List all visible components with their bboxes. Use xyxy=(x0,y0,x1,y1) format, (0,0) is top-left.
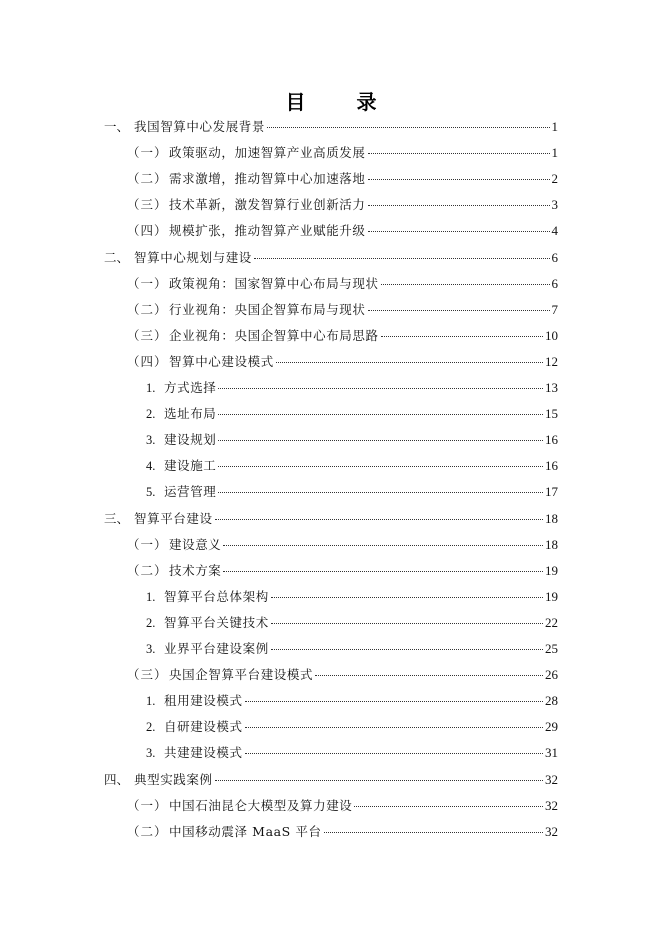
toc-dot-leader xyxy=(381,284,550,285)
toc-entry-page-number: 17 xyxy=(545,484,558,500)
toc-entry-title: 智算平台总体架构 xyxy=(164,588,269,604)
toc-entry-title: 建设施工 xyxy=(164,458,217,474)
toc-entry-number: （四） xyxy=(127,223,168,239)
toc-entry-page-number: 4 xyxy=(551,223,558,239)
toc-dot-leader xyxy=(271,597,543,598)
toc-entry-number: 2. xyxy=(146,720,156,735)
toc-entry[interactable] xyxy=(104,248,558,268)
toc-entry-number: 三、 xyxy=(104,510,130,526)
toc-entry[interactable] xyxy=(146,639,558,659)
toc-dot-leader xyxy=(218,414,543,415)
toc-entry[interactable] xyxy=(146,456,558,476)
toc-entry-page-number: 1 xyxy=(551,145,558,161)
toc-dot-leader xyxy=(245,727,543,728)
toc-entry-page-number: 25 xyxy=(545,641,558,656)
toc-entry-page-number: 13 xyxy=(545,380,558,395)
toc-entry-number: （一） xyxy=(127,275,168,291)
toc-entry[interactable] xyxy=(127,796,558,816)
toc-entry[interactable] xyxy=(146,691,558,711)
toc-entry[interactable] xyxy=(127,143,558,163)
toc-dot-leader xyxy=(324,832,543,833)
toc-dot-leader xyxy=(368,310,550,311)
toc-dot-leader xyxy=(381,336,543,337)
toc-entry-title: 选址布局 xyxy=(164,406,217,422)
toc-dot-leader xyxy=(215,519,543,520)
toc-entry-number: （二） xyxy=(127,562,168,578)
toc-entry-page-number: 1 xyxy=(551,119,558,134)
toc-title: 目 录 xyxy=(285,90,399,114)
toc-entry[interactable] xyxy=(146,378,558,398)
toc-entry-number: 1. xyxy=(146,694,156,709)
toc-dot-leader xyxy=(218,388,543,389)
toc-entry-page-number: 6 xyxy=(551,275,558,291)
toc-entry-page-number: 31 xyxy=(545,745,558,761)
toc-entry-page-number: 18 xyxy=(545,510,558,526)
toc-entry[interactable] xyxy=(127,195,558,215)
toc-entry-number: 4. xyxy=(146,459,156,474)
toc-entry-number: 二、 xyxy=(104,249,130,265)
toc-entry-title: 智算中心建设模式 xyxy=(169,353,274,369)
toc-entry-number: （四） xyxy=(127,353,168,369)
toc-dot-leader xyxy=(368,153,550,154)
toc-entry-number: 1. xyxy=(146,381,156,395)
toc-entry-page-number: 10 xyxy=(545,327,558,343)
toc-entry-number: （三） xyxy=(127,327,168,343)
toc-dot-leader xyxy=(218,492,543,493)
toc-entry-number: 2. xyxy=(146,407,156,422)
toc-entry-page-number: 32 xyxy=(545,823,558,839)
toc-entry-number: 3. xyxy=(146,746,156,761)
toc-dot-leader xyxy=(245,753,543,754)
toc-entry-title: 建设规划 xyxy=(164,432,217,448)
toc-entry-title: 政策驱动，加速智算产业高质发展 xyxy=(169,145,366,161)
toc-dot-leader xyxy=(271,649,543,650)
toc-entry[interactable] xyxy=(127,665,558,685)
toc-entry[interactable] xyxy=(146,743,558,763)
toc-entry-title: 业界平台建设案例 xyxy=(164,641,269,656)
toc-entry-page-number: 2 xyxy=(551,171,558,187)
toc-dot-leader xyxy=(254,258,550,259)
toc-entry-title: 中国移动震泽 MaaS 平台 xyxy=(169,823,322,839)
toc-entry[interactable] xyxy=(127,561,558,581)
toc-entry[interactable] xyxy=(127,352,558,372)
toc-entry-number: （一） xyxy=(127,536,168,552)
toc-entry[interactable] xyxy=(146,587,558,607)
toc-dot-leader xyxy=(354,806,543,807)
toc-dot-leader xyxy=(245,701,543,702)
toc-entry-number: 5. xyxy=(146,485,156,500)
toc-entry-number: （二） xyxy=(127,823,168,839)
toc-dot-leader xyxy=(368,179,550,180)
toc-entry[interactable] xyxy=(127,221,558,241)
toc-entry-number: 一、 xyxy=(104,119,130,134)
toc-entry-title: 技术革新，激发智算行业创新活力 xyxy=(169,197,366,213)
toc-entry[interactable] xyxy=(127,326,558,346)
toc-entry-number: 1. xyxy=(146,589,156,604)
toc-entry-page-number: 16 xyxy=(545,432,558,448)
toc-entry-title: 需求激增，推动智算中心加速落地 xyxy=(169,171,366,187)
toc-entry-number: （三） xyxy=(127,197,168,213)
toc-entry-title: 规模扩张，推动智算产业赋能升级 xyxy=(169,223,366,239)
toc-entry[interactable] xyxy=(127,169,558,189)
toc-dot-leader xyxy=(276,362,543,363)
toc-dot-leader xyxy=(218,440,543,441)
toc-entry[interactable] xyxy=(127,535,558,555)
toc-entry-title: 建设意义 xyxy=(169,536,222,552)
toc-dot-leader xyxy=(271,623,543,624)
toc-entry-number: 3. xyxy=(146,642,156,656)
toc-entry-title: 智算中心规划与建设 xyxy=(134,249,252,265)
toc-entry-page-number: 28 xyxy=(545,693,558,709)
toc-entry[interactable] xyxy=(146,613,558,633)
toc-entry-page-number: 18 xyxy=(545,536,558,552)
toc-dot-leader xyxy=(223,545,543,546)
toc-entry[interactable] xyxy=(146,482,558,502)
toc-entry[interactable] xyxy=(146,404,558,424)
toc-entry-page-number: 7 xyxy=(551,301,558,317)
toc-entry-title: 中国石油昆仑大模型及算力建设 xyxy=(169,797,353,813)
toc-dot-leader xyxy=(267,127,549,128)
toc-entry-title: 智算平台建设 xyxy=(134,510,213,526)
toc-dot-leader xyxy=(218,466,543,467)
toc-entry-number: 2. xyxy=(146,615,156,630)
toc-entry-number: （二） xyxy=(127,301,168,317)
toc-entry-number: （三） xyxy=(127,667,168,683)
toc-entry-title: 智算平台关键技术 xyxy=(164,614,269,630)
toc-entry-page-number: 19 xyxy=(545,588,558,604)
toc-dot-leader xyxy=(315,675,543,676)
toc-entry-page-number: 32 xyxy=(545,771,558,787)
toc-entry-page-number: 32 xyxy=(545,797,558,813)
toc-entry-title: 技术方案 xyxy=(169,562,222,578)
toc-dot-leader xyxy=(368,205,550,206)
toc-entry-title: 央国企智算平台建设模式 xyxy=(169,667,314,683)
toc-entry-page-number: 15 xyxy=(545,406,558,422)
toc-entry-page-number: 12 xyxy=(545,353,558,369)
toc-entry-title: 企业视角：央国企智算中心布局思路 xyxy=(169,327,379,343)
toc-entry-title: 方式选择 xyxy=(164,380,217,395)
toc-entry-number: 四、 xyxy=(104,771,130,787)
toc-entry[interactable] xyxy=(104,770,558,790)
toc-entry-title: 自研建设模式 xyxy=(164,719,243,735)
toc-entry-number: （一） xyxy=(127,797,168,813)
toc-entry[interactable] xyxy=(127,274,558,294)
toc-entry[interactable] xyxy=(127,300,558,320)
toc-entry-page-number: 26 xyxy=(545,667,558,683)
toc-entry[interactable] xyxy=(127,822,558,842)
toc-entry-page-number: 22 xyxy=(545,614,558,630)
toc-entry[interactable] xyxy=(146,430,558,450)
toc-entry-page-number: 6 xyxy=(551,249,558,265)
toc-entry-title: 租用建设模式 xyxy=(164,693,243,709)
toc-entry-title: 共建建设模式 xyxy=(164,745,243,761)
toc-entry-title: 典型实践案例 xyxy=(134,771,213,787)
toc-dot-leader xyxy=(223,571,543,572)
toc-entry-page-number: 16 xyxy=(545,458,558,474)
toc-entry-title: 政策视角：国家智算中心布局与现状 xyxy=(169,275,379,291)
toc-entry-title: 行业视角：央国企智算布局与现状 xyxy=(169,301,366,317)
toc-dot-leader xyxy=(215,780,543,781)
toc-dot-leader xyxy=(368,231,550,232)
toc-entry-page-number: 29 xyxy=(545,719,558,735)
toc-entry-page-number: 19 xyxy=(545,562,558,578)
toc-entry-number: （二） xyxy=(127,171,168,187)
toc-entry[interactable] xyxy=(104,117,558,137)
toc-entry-number: 3. xyxy=(146,433,156,448)
toc-entry-page-number: 3 xyxy=(551,197,558,213)
toc-entry[interactable] xyxy=(104,509,558,529)
toc-entry-title: 运营管理 xyxy=(164,484,217,500)
toc-entry-title: 我国智算中心发展背景 xyxy=(134,119,266,134)
toc-entry-number: （一） xyxy=(127,145,168,161)
toc-entry[interactable] xyxy=(146,717,558,737)
